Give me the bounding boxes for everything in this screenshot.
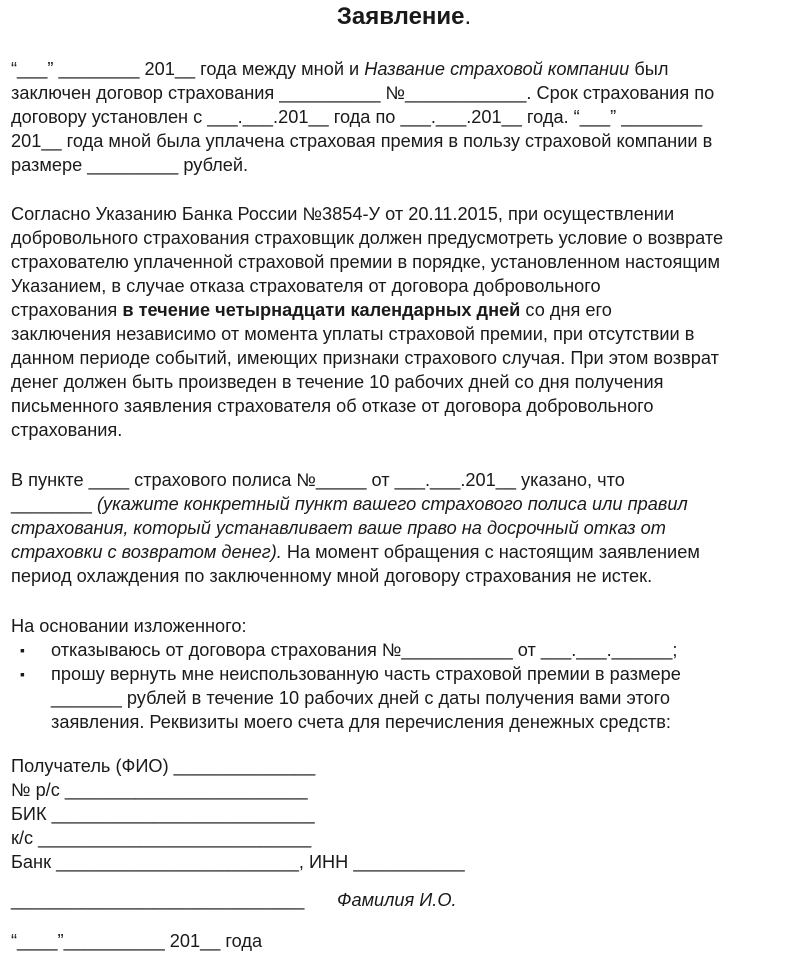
bank-line: Банк ________________________, ИНН ___________ xyxy=(11,852,465,872)
p3-line-2: ________ (укажите конкретный пункт вашего страхового полиса или правил xyxy=(11,494,688,514)
recipient-line: Получатель (ФИО) ______________ xyxy=(11,756,316,776)
account-line: № р/с ________________________ xyxy=(11,780,308,800)
p2-line-1: Согласно Указанию Банка России №3854-У от 20.11.2015, при осуществлении xyxy=(11,204,675,224)
signature-line: _____________________________ xyxy=(11,890,305,910)
p1-line-5: размере _________ рублей. xyxy=(11,155,249,175)
p2-line-9: письменного заявления страхователя об отказе от договора добровольного xyxy=(11,396,654,416)
document-title: Заявление. xyxy=(336,3,472,30)
policy-hint: (укажите конкретный пункт вашего страхового полиса или правил xyxy=(96,494,688,514)
p2-line-2: добровольного страхования страховщик должен предусмотреть условие о возврате xyxy=(11,228,724,248)
fourteen-days-emphasis: в течение четырнадцати календарных дней xyxy=(122,300,521,320)
p4-intro: На основании изложенного: xyxy=(11,616,247,636)
p2-line-3: страхователю уплаченной страховой премии в порядке, установленном настоящим xyxy=(11,252,720,272)
p1-line-3: договору установлен с ___.___.201__ года по ___.___.201__ года. “___” ________ xyxy=(11,107,703,127)
p2-line-5: страхования в течение четырнадцати календарных дней со дня его xyxy=(11,300,612,320)
p2-line-7: данном периоде событий, имеющих признаки страхового случая. При этом возврат xyxy=(11,348,719,368)
bik-line: БИК __________________________ xyxy=(11,804,315,824)
bullet-2-line-3: заявления. Реквизиты моего счета для перечисления денежных средств: xyxy=(51,712,671,732)
bullet-1-text: отказываюсь от договора страхования №___________ от ___.___.______; xyxy=(51,640,678,660)
p3-line-1: В пункте ____ страхового полиса №_____ от ___.___.201__ указано, что xyxy=(11,470,625,490)
company-name-placeholder: Название страховой компании xyxy=(364,59,630,79)
p1-line-4: 201__ года мной была уплачена страховая премия в пользу страховой компании в xyxy=(11,131,713,151)
ks-line: к/с ___________________________ xyxy=(11,828,312,848)
bullet-2-line-2: _______ рублей в течение 10 рабочих дней с даты получения вами этого xyxy=(51,688,670,708)
p2-line-8: денег должен быть произведен в течение 10 рабочих дней со дня получения xyxy=(11,372,664,392)
signature-name: Фамилия И.О. xyxy=(337,890,457,910)
p3-line-4: страховки с возвратом денег). На момент обращения с настоящим заявлением xyxy=(11,542,700,562)
p2-line-10: страхования. xyxy=(11,420,123,440)
p2-line-6: заключения независимо от момента уплаты страховой премии, при отсутствии в xyxy=(11,324,695,344)
p2-line-4: Указанием, в случае отказа страхователя от договора добровольного xyxy=(11,276,601,296)
p3-line-5: период охлаждения по заключенному мной договору страхования не истек. xyxy=(11,566,653,586)
bullet-1-marker: ▪ xyxy=(20,642,25,658)
bullet-2-line-1: прошу вернуть мне неиспользованную часть страховой премии в размере xyxy=(51,664,681,684)
bullet-2-marker: ▪ xyxy=(20,666,25,682)
p1-line-1: “___” ________ 201__ года между мной и Название страховой компании был xyxy=(11,59,669,79)
date-line: “____”__________ 201__ года xyxy=(11,931,263,951)
p3-line-3: страхования, который устанавливает ваше право на досрочный отказ от xyxy=(11,518,666,538)
p1-line-2: заключен договор страхования __________ №____________. Срок страхования по xyxy=(11,83,715,103)
